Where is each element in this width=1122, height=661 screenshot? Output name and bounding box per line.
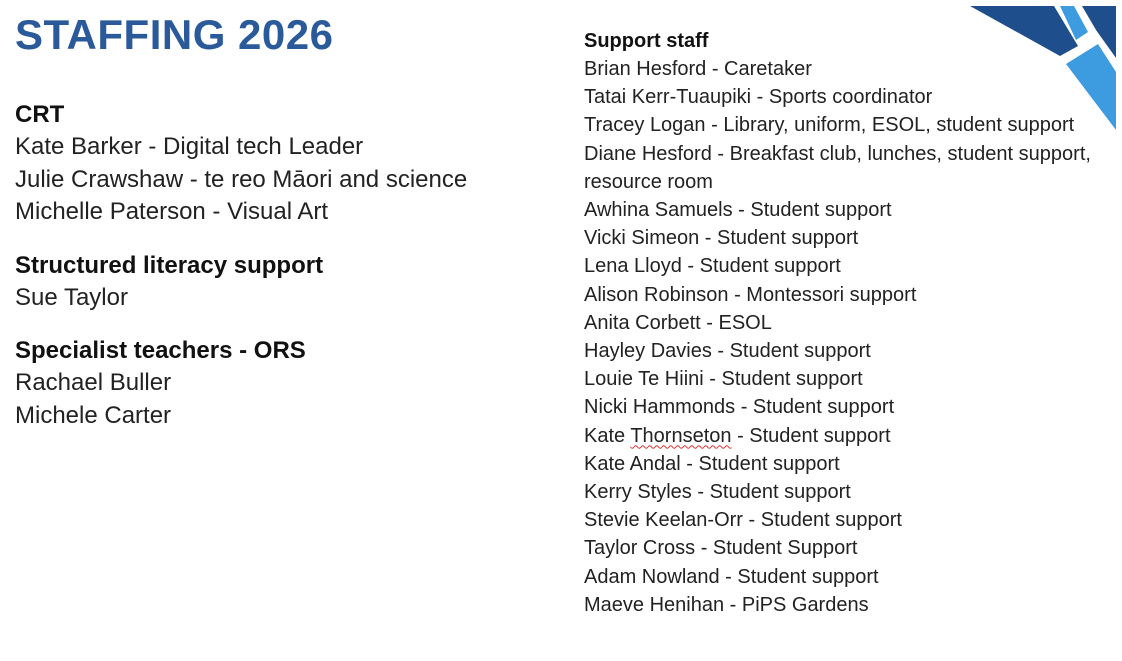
support-staff-entry: Vicki Simeon - Student support <box>584 227 859 250</box>
support-staff-entry: Louie Te Hiini - Student support <box>584 368 863 391</box>
support-staff-entry: Taylor Cross - Student Support <box>584 537 858 560</box>
section-specialist-teachers <box>15 334 555 432</box>
support-staff-entry: Anita Corbett - ESOL <box>584 311 772 334</box>
section-heading: Specialist teachers - ORS <box>15 337 306 364</box>
page-title: STAFFING 2026 <box>15 11 334 58</box>
support-staff-list <box>584 55 1114 619</box>
corner-decoration-graphic <box>970 6 1116 130</box>
support-staff-entry: Adam Nowland - Student support <box>584 565 879 588</box>
deco-light-corner <box>1066 44 1116 130</box>
support-staff-entry: Maeve Henihan - PiPS Gardens <box>584 593 869 616</box>
section-crt <box>15 98 555 229</box>
staff-entry: Kate Barker - Digital tech Leader <box>15 133 364 160</box>
left-column <box>15 98 555 452</box>
support-staff-entry: Alison Robinson - Montessori support <box>584 283 917 306</box>
support-staff-entry: Kate Andal - Student support <box>584 452 840 475</box>
support-staff-entry: Stevie Keelan-Orr - Student support <box>584 509 902 532</box>
staff-entry: Sue Taylor <box>15 283 128 311</box>
support-staff-entry: Tatai Kerr-Tuaupiki - Sports coordinator <box>584 86 933 109</box>
support-staff-entry: Kerry Styles - Student support <box>584 481 851 504</box>
deco-dark-stripe <box>970 6 1078 56</box>
section-heading: Structured literacy support <box>15 251 324 279</box>
section-structured-literacy <box>15 249 555 315</box>
support-staff-entry: Hayley Davies - Student support <box>584 340 871 363</box>
support-staff-entry: Awhina Samuels - Student support <box>584 199 892 222</box>
support-staff-entry: Kate Thornseton - Student support <box>584 424 891 447</box>
staff-entry: Michelle Paterson - Visual Art <box>15 198 329 225</box>
support-staff-entry: Brian Hesford - Caretaker <box>584 58 812 80</box>
support-staff-entry: Lena Lloyd - Student support <box>584 255 841 278</box>
staff-entry: Julie Crawshaw - te reo Māori and science <box>15 165 468 193</box>
staff-entry: Rachael Buller <box>15 369 172 396</box>
support-staff-entry: Tracey Logan - Library, uniform, ESOL, student support <box>584 114 1075 137</box>
support-staff-heading: Support staff <box>584 30 709 52</box>
support-staff-entry: Diane Hesford - Breakfast club, lunches, student support, resource room <box>584 142 1091 193</box>
section-heading: CRT <box>15 101 65 128</box>
support-staff-entry: Nicki Hammonds - Student support <box>584 396 895 419</box>
staff-entry: Michele Carter <box>15 401 172 429</box>
